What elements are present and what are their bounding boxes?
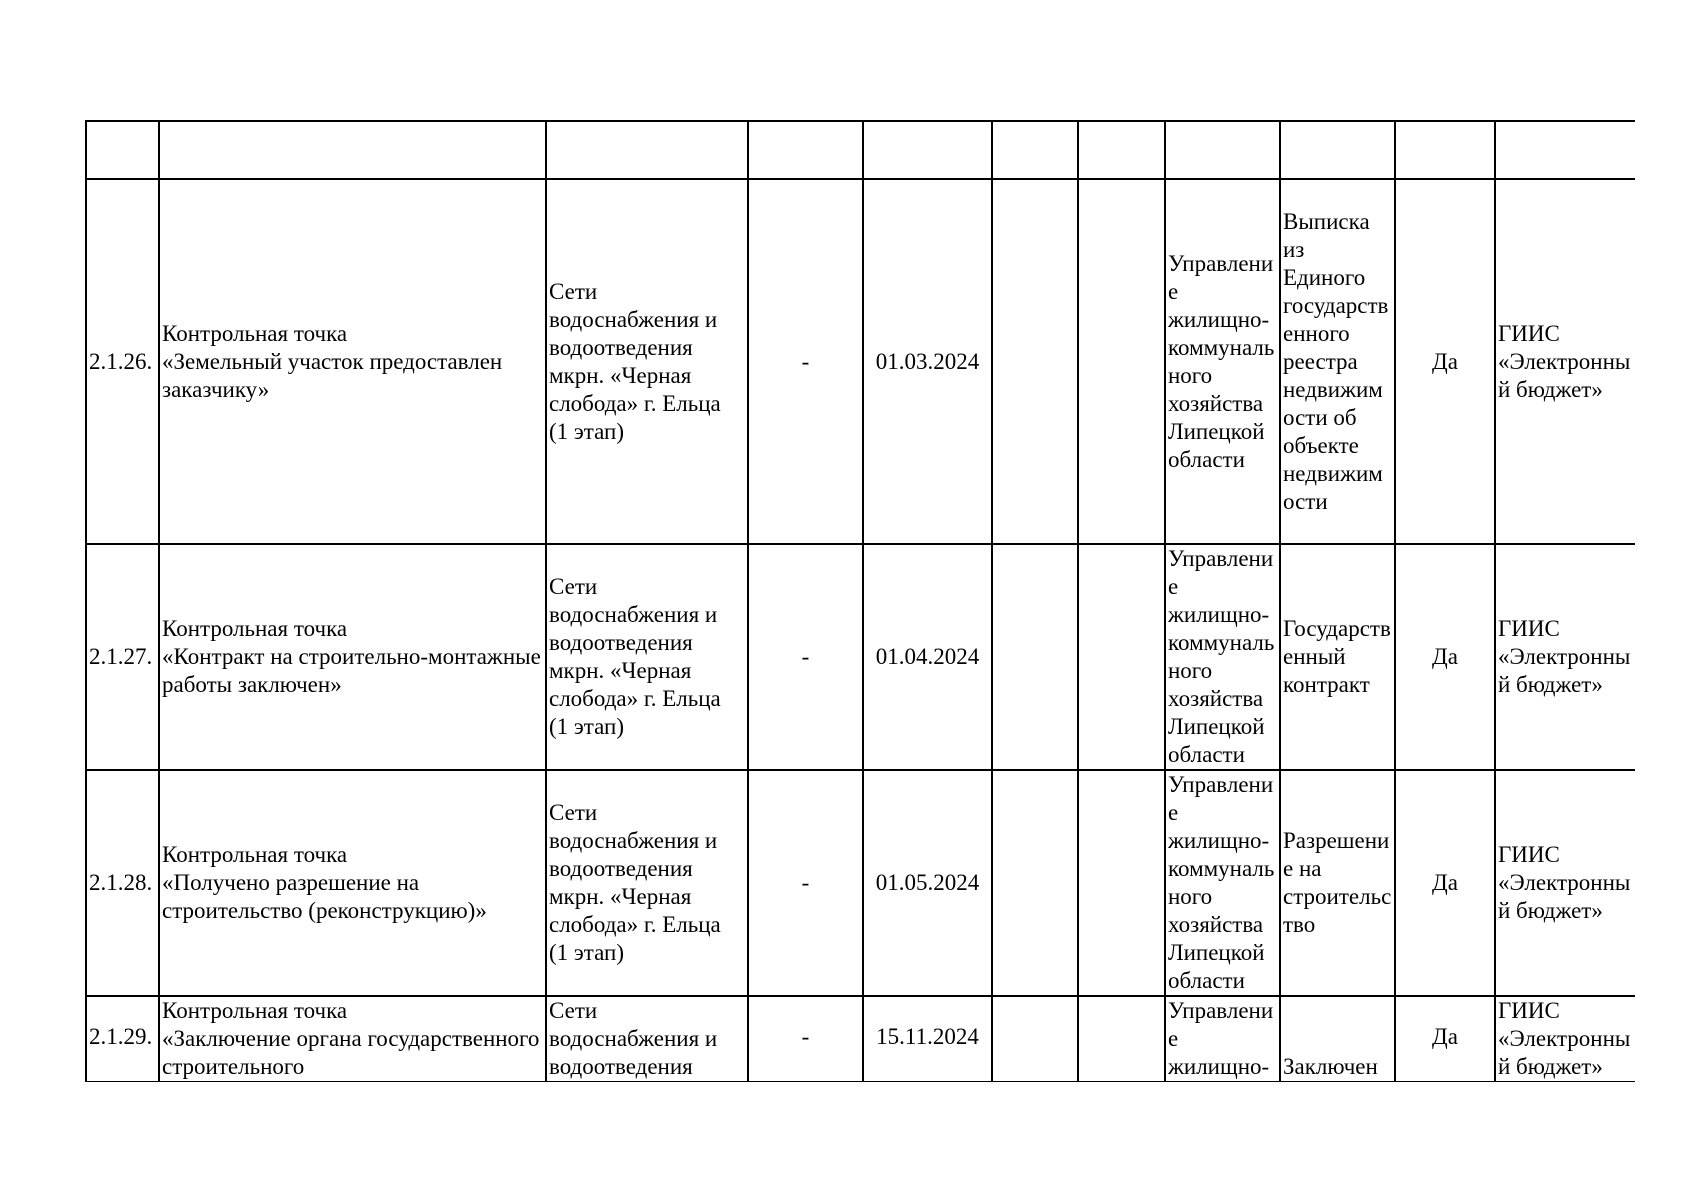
header-cell [1165, 121, 1280, 179]
event-name [159, 996, 546, 1082]
event-name: Контрольная точка «Земельный участок предоставлен заказчику» [159, 179, 546, 544]
info-system [1495, 996, 1635, 1082]
info-system: ГИИС «Электронный бюджет» [1495, 179, 1635, 544]
empty-cell [992, 770, 1078, 996]
responsible [1165, 996, 1280, 1082]
header-cell [863, 121, 992, 179]
responsible: Управление жилищно-коммунального хозяйства Липецкой области [1165, 179, 1280, 544]
flag: Да [1395, 544, 1495, 770]
end-date: 01.03.2024 [863, 179, 992, 544]
empty-cell [992, 179, 1078, 544]
header-cell [1280, 121, 1395, 179]
end-date: 01.05.2024 [863, 770, 992, 996]
table-header-row [86, 121, 1635, 179]
start-date: - [748, 179, 863, 544]
responsible: Управление жилищно-коммунального хозяйства Липецкой области [1165, 770, 1280, 996]
responsible-text: Управление жилищно- [1168, 998, 1274, 1079]
row-number: 2.1.29. [86, 996, 159, 1082]
header-cell [1078, 121, 1165, 179]
table-container [85, 120, 1635, 1082]
flag: Да [1395, 770, 1495, 996]
row-number: 2.1.27. [86, 544, 159, 770]
document-type [1280, 996, 1395, 1082]
flag: Да [1395, 179, 1495, 544]
document-type-text: Заключен [1283, 1054, 1378, 1079]
object-name [546, 996, 748, 1082]
start-date: - [748, 544, 863, 770]
header-cell [992, 121, 1078, 179]
event-name: Контрольная точка «Контракт на строительно-монтажные работы заключен» [159, 544, 546, 770]
end-date: 15.11.2024 [863, 996, 992, 1082]
empty-cell [992, 544, 1078, 770]
header-cell [1395, 121, 1495, 179]
object-name: Сети водоснабжения и водоотведения мкрн. «Черная слобода» г. Ельца (1 этап) [546, 770, 748, 996]
header-cell [1495, 121, 1635, 179]
empty-cell [1078, 996, 1165, 1082]
table-row [86, 179, 1635, 544]
empty-cell [1078, 544, 1165, 770]
info-system: ГИИС «Электронный бюджет» [1495, 544, 1635, 770]
object-name: Сети водоснабжения и водоотведения мкрн. «Черная слобода» г. Ельца (1 этап) [546, 544, 748, 770]
row-number: 2.1.28. [86, 770, 159, 996]
document-type: Разрешение на строительство [1280, 770, 1395, 996]
row-number: 2.1.26. [86, 179, 159, 544]
event-name-text: Контрольная точка «Заключение органа государственного строительного [162, 998, 540, 1079]
table-row [86, 544, 1635, 770]
object-name: Сети водоснабжения и водоотведения мкрн. «Черная слобода» г. Ельца (1 этап) [546, 179, 748, 544]
flag: Да [1395, 996, 1495, 1082]
document-type: Выписка из Единого государственного реестра недвижимости об объекте недвижимости [1280, 179, 1395, 544]
empty-cell [992, 996, 1078, 1082]
control-points-table [85, 120, 1635, 1082]
table-row [86, 996, 1635, 1082]
start-date: - [748, 996, 863, 1082]
end-date: 01.04.2024 [863, 544, 992, 770]
empty-cell [1078, 770, 1165, 996]
object-name-text: Сети водоснабжения и водоотведения [549, 998, 718, 1079]
header-cell [748, 121, 863, 179]
empty-cell [1078, 179, 1165, 544]
document-type: Государственный контракт [1280, 544, 1395, 770]
event-name: Контрольная точка «Получено разрешение на строительство (реконструкцию)» [159, 770, 546, 996]
start-date: - [748, 770, 863, 996]
info-system: ГИИС «Электронный бюджет» [1495, 770, 1635, 996]
header-cell [86, 121, 159, 179]
table-row [86, 770, 1635, 996]
info-system-text: ГИИС «Электронный бюджет» [1498, 998, 1631, 1079]
responsible: Управление жилищно-коммунального хозяйства Липецкой области [1165, 544, 1280, 770]
header-cell [159, 121, 546, 179]
header-cell [546, 121, 748, 179]
